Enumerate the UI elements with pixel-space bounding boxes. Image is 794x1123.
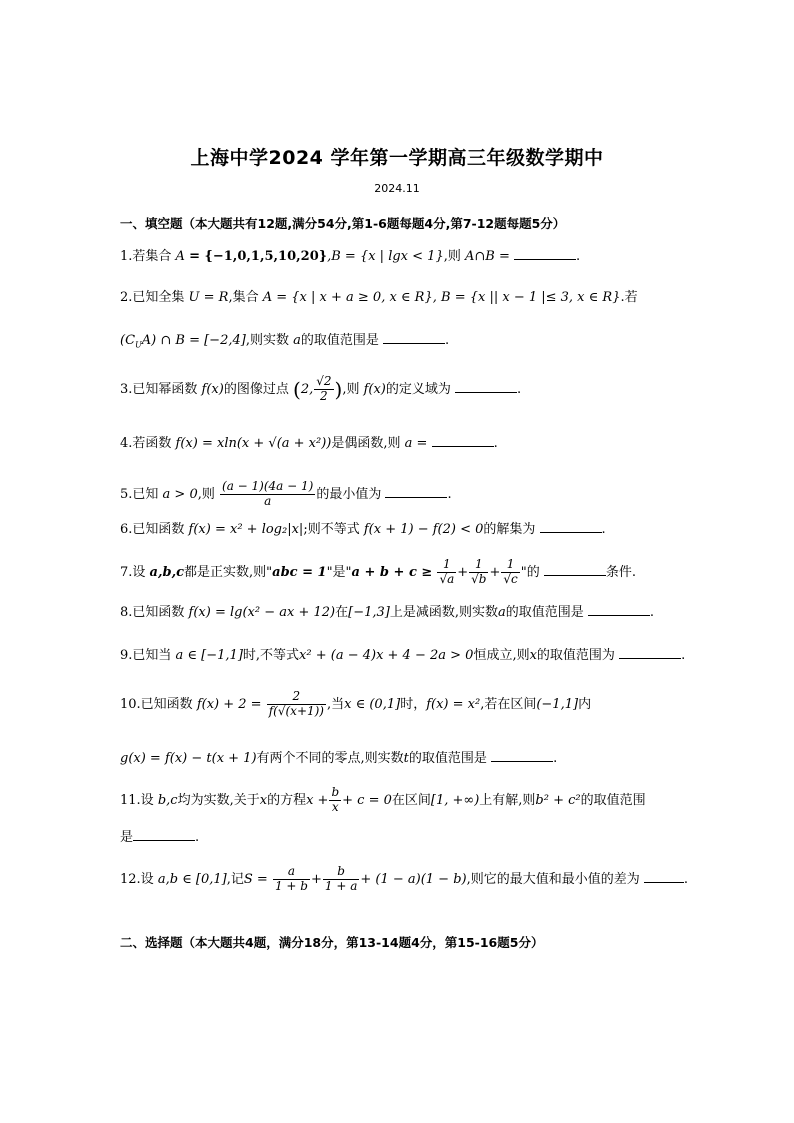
question-4: 4.若函数 f(x) = xln(x + √(a + x²))是偶函数,则 a = . xyxy=(120,436,498,451)
answer-blank[interactable] xyxy=(619,648,681,659)
fraction: $\frac{√2}{2}$ xyxy=(316,374,332,403)
question-3: 3.已知幂函数 f(x)的图像过点 (2, $\frac{√2}{2}$ ),则 f(x)的定义域为 . xyxy=(120,374,522,403)
question-2: 2.已知全集 U = R,集合 A = {x | x + a ≥ 0, x ∈ R}, B = {x || x − 1 |≤ 3, x ∈ R}.若 xyxy=(120,290,638,305)
question-10-cont: g(x) = f(x) − t(x + 1)有两个不同的零点,则实数t的取值范围是 . xyxy=(120,751,558,766)
answer-blank[interactable] xyxy=(544,565,606,576)
exam-title: 上海中学2024 学年第一学期高三年级数学期中 xyxy=(190,147,604,169)
fraction: $\frac{1}{√b}$ xyxy=(471,557,487,586)
question-12: 12.设 a,b ∈ [0,1],记S = $\frac{a}{1 + b}$ + $\frac{b}{1 + a}$ + (1 − a)(1 − b),则它的最大值和最小值的差为 . xyxy=(120,864,689,893)
answer-blank[interactable] xyxy=(540,522,602,533)
question-5: 5.已知 a > 0,则 $\frac{(a - 1)(4a - 1)}{a}$ 的最小值为 . xyxy=(120,479,452,508)
question-6: 6.已知函数 f(x) = x² + log₂|x|;则不等式 f(x + 1) − f(2) < 0的解集为 . xyxy=(120,522,606,537)
question-11-cont: 是 . xyxy=(120,830,200,845)
fraction: $\frac{b}{x}$ xyxy=(331,785,340,814)
answer-blank[interactable] xyxy=(491,751,553,762)
answer-blank[interactable] xyxy=(133,830,195,841)
question-7: 7.设 a,b,c都是正实数,则"abc = 1"是"a + b + c ≥ $\frac{1}{√a}$ + $\frac{1}{√b}$ + $\frac{1}{√c}$ "的 条件. xyxy=(120,557,637,586)
question-1: 1.若集合 A = {−1,0,1,5,10,20},B = {x | lgx < 1},则 A∩B = . xyxy=(120,249,581,264)
fraction: $\frac{1}{√c}$ xyxy=(503,557,518,586)
answer-blank[interactable] xyxy=(644,872,684,883)
answer-blank[interactable] xyxy=(514,249,576,260)
section-1-heading: 一、填空题（本大题共有12题,满分54分,第1-6题每题4分,第7-12题每题5分） xyxy=(120,216,566,231)
fraction: $\frac{2}{f(√(x+1))}$ xyxy=(268,689,324,718)
answer-blank[interactable] xyxy=(383,333,445,344)
exam-date: 2024.11 xyxy=(374,182,420,195)
answer-blank[interactable] xyxy=(432,436,494,447)
question-2-cont: $(C_UA)$ ∩ B = [−2,4],则实数 a的取值范围是 . xyxy=(120,333,450,350)
fraction: $\frac{1}{√a}$ xyxy=(439,557,455,586)
fraction: $\frac{a}{1 + b}$ xyxy=(274,864,308,893)
answer-blank[interactable] xyxy=(455,382,517,393)
question-8: 8.已知函数 f(x) = lg(x² − ax + 12)在[−1,3]上是减函数,则实数a的取值范围是 . xyxy=(120,605,655,620)
answer-blank[interactable] xyxy=(588,605,650,616)
fraction: $\frac{(a - 1)(4a - 1)}{a}$ xyxy=(222,479,314,508)
answer-blank[interactable] xyxy=(385,487,447,498)
question-9: 9.已知当 a ∈ [−1,1]时,不等式x² + (a − 4)x + 4 − 2a > 0恒成立,则x的取值范围为 . xyxy=(120,648,686,663)
fraction: $\frac{b}{1 + a}$ xyxy=(324,864,358,893)
question-11: 11.设 b,c均为实数,关于x的方程x + $\frac{b}{x}$ + c = 0在区间[1, +∞)上有解,则b² + c²的取值范围 xyxy=(120,785,646,814)
section-2-heading: 二、选择题（本大题共4题，满分18分，第13-14题4分，第15-16题5分） xyxy=(120,935,544,950)
question-10: 10.已知函数 f(x) + 2 = $\frac{2}{f(√(x+1))}$ ,当x ∈ (0,1]时，f(x) = x²,若在区间(−1,1]内 xyxy=(120,689,592,718)
